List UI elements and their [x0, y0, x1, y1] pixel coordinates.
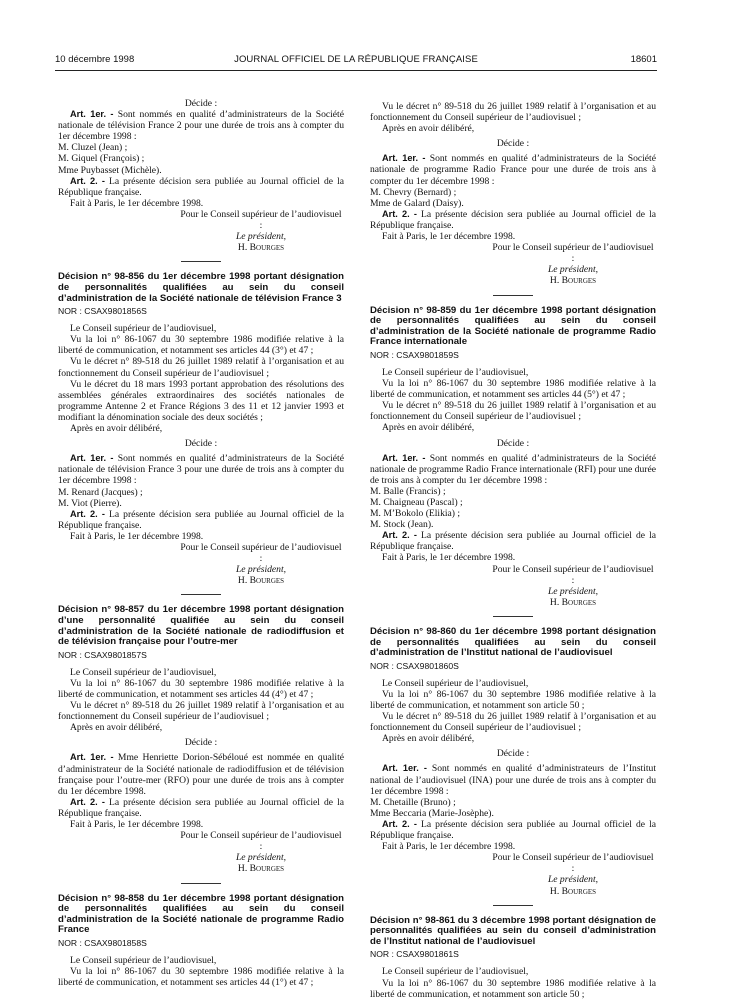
nor-reference: NOR : CSAX9801860S [370, 660, 459, 671]
decision-title: Décision n° 98-859 du 1er décembre 1998 portant désignation de personnalités qualifiées au sein du conseil d’administration de la Société nationale de programme Radio France internationale [370, 304, 656, 348]
section-separator [493, 295, 533, 297]
article-2: Art. 2. - La présente décision sera publiée au Journal officiel de la République française. [58, 175, 344, 198]
left-column [58, 98, 344, 988]
paragraph: Le Conseil supérieur de l’audiovisuel, [70, 954, 217, 966]
appointee: M. Renard (Jacques) ; [58, 486, 143, 498]
fait-a-paris: Fait à Paris, le 1er décembre 1998. [382, 231, 516, 243]
article-2: Art. 2. - La présente décision sera publiée au Journal officiel de la République française. [58, 508, 344, 531]
decision-title: Décision n° 98-856 du 1er décembre 1998 portant désignation de personnalités qualifiées au sein du conseil d’administration de la Société nationale de télévision France 3 [58, 271, 344, 304]
paragraph: Vu la loi n° 86-1067 du 30 septembre 1986 modifiée relative à la liberté de communication, et notamment ses articles 44 (1°) et 47 ; [58, 966, 344, 989]
signature-name: H. Bourges [549, 885, 597, 897]
appointee: M. Giquel (François) ; [58, 153, 145, 165]
appointee: Mme de Galard (Daisy). [370, 197, 464, 209]
paragraph: Après en avoir délibéré, [382, 733, 475, 745]
section-separator [181, 594, 221, 596]
signature-line: Pour le Conseil supérieur de l’audiovisuel : [180, 541, 342, 565]
signature-name: H. Bourges [237, 242, 285, 254]
decision-title: Décision n° 98-858 du 1er décembre 1998 portant désignation de personnalités qualifiées au sein du conseil d’administration de la Société nationale de programme Radio France [58, 892, 344, 936]
decision-title: Décision n° 98-860 du 1er décembre 1998 portant désignation de personnalités qualifiées au sein du conseil d’administration de l’Institut national de l’audiovisuel [370, 625, 656, 659]
nor-reference: NOR : CSAX9801859S [370, 349, 459, 360]
signature-line: Pour le Conseil supérieur de l’audiovisuel : [492, 563, 654, 586]
article-2: Art. 2. - La présente décision sera publiée au Journal officiel de la République française. [370, 818, 656, 842]
appointee: M. Cluzel (Jean) ; [58, 142, 128, 154]
paragraph: Vu le décret n° 89-518 du 26 juillet 1989 relatif à l’organisation et au fonctionnement du Conseil supérieur de l’audiovisuel ; [370, 400, 656, 423]
fait-a-paris: Fait à Paris, le 1er décembre 1998. [70, 197, 204, 209]
paragraph: Le Conseil supérieur de l’audiovisuel, [382, 966, 529, 978]
paragraph: Après en avoir délibéré, [70, 423, 163, 435]
header-date: 10 décembre 1998 [55, 54, 135, 65]
article-2: Art. 2. - La présente décision sera publiée au Journal officiel de la République française. [370, 208, 656, 231]
header-rule [55, 70, 657, 71]
paragraph: Le Conseil supérieur de l’audiovisuel, [382, 677, 529, 689]
decision-title: Décision n° 98-861 du 3 décembre 1998 portant désignation de personnalités qualifiées au sein du conseil d’administration de l’Institut national de l’audiovisuel [370, 914, 656, 947]
article-1: Art. 1er. - Sont nommés en qualité d’administrateurs de la Société nationale de programme Radio France pour une durée de trois ans à compter du 1er décembre 1998 : [370, 153, 656, 187]
decide-heading: Décide : [184, 737, 218, 749]
article-2: Art. 2. - La présente décision sera publiée au Journal officiel de la République française. [370, 530, 656, 553]
appointee: Mme Puybasset (Michèle). [58, 164, 162, 176]
signature-title: Le président, [547, 585, 599, 597]
article-2: Art. 2. - La présente décision sera publiée au Journal officiel de la République française. [58, 796, 344, 819]
signature-title: Le président, [235, 852, 287, 864]
appointee: M. Stock (Jean). [370, 519, 434, 531]
appointee: M. Chetaille (Bruno) ; [370, 796, 456, 808]
paragraph: Vu la loi n° 86-1067 du 30 septembre 1986 modifiée relative à la liberté de communication, et notamment ses articles 44 (3°) et 47 ; [58, 334, 344, 357]
signature-name: H. Bourges [549, 596, 597, 608]
paragraph: Vu la loi n° 86-1067 du 30 septembre 1986 modifiée relative à la liberté de communication, et notamment ses articles 44 (5°) et 47 ; [370, 378, 656, 401]
paragraph: Vu le décret n° 89-518 du 26 juillet 1989 relatif à l’organisation et au fonctionnement du Conseil supérieur de l’audiovisuel ; [58, 700, 344, 723]
signature-title: Le président, [235, 231, 287, 243]
signature-title: Le président, [547, 264, 599, 276]
appointee: M. Chaigneau (Pascal) ; [370, 497, 463, 508]
article-1: Art. 1er. - Mme Henriette Dorion-Sébéloué est nommée en qualité d’administrateur de la Société nationale de radiodiffusion et de télévision française pour l’outre-mer (RFO) pour une durée de trois ans à compter du 1er décembre 1998. [58, 752, 345, 797]
paragraph: Vu la loi n° 86-1067 du 30 septembre 1986 modifiée relative à la liberté de communication, et notamment son article 50 ; [370, 688, 656, 711]
fait-a-paris: Fait à Paris, le 1er décembre 1998. [382, 552, 516, 564]
nor-reference: NOR : CSAX9801856S [58, 306, 147, 317]
decide-heading: Décide : [496, 748, 530, 760]
signature-line: Pour le Conseil supérieur de l’audiovisuel : [492, 242, 654, 265]
signature-line: Pour le Conseil supérieur de l’audiovisuel : [492, 852, 654, 875]
signature-name: H. Bourges [237, 863, 285, 875]
decide-heading: Décide : [496, 138, 530, 150]
fait-a-paris: Fait à Paris, le 1er décembre 1998. [70, 819, 204, 831]
signature-line: Pour le Conseil supérieur de l’audiovisuel : [180, 208, 342, 232]
signature-title: Le président, [547, 874, 599, 886]
nor-reference: NOR : CSAX9801861S [370, 949, 459, 960]
appointee: M. Balle (Francis) ; [370, 485, 446, 497]
decide-heading: Décide : [184, 98, 218, 109]
signature-title: Le président, [235, 564, 287, 576]
decide-heading: Décide : [496, 437, 530, 449]
article-1: Art. 1er. - Sont nommés en qualité d’administrateurs de la Société nationale de programme Radio France internationale (RFI) pour une durée de trois ans à compter du 1er décembre 1998 : [370, 452, 656, 486]
signature-line: Pour le Conseil supérieur de l’audiovisuel : [180, 830, 342, 853]
paragraph: Le Conseil supérieur de l’audiovisuel, [70, 666, 217, 678]
paragraph: Après en avoir délibéré, [382, 422, 475, 434]
paragraph: Vu le décret n° 89-518 du 26 juillet 1989 relatif à l’organisation et au fonctionnement du Conseil supérieur de l’audiovisuel ; [370, 101, 656, 124]
article-1: Art. 1er. - Sont nommés en qualité d’administrateurs de la Société nationale de télévision France 2 pour une durée de trois ans à compter du 1er décembre 1998 : [58, 109, 344, 143]
decision-title: Décision n° 98-857 du 1er décembre 1998 portant désignation d’une personnalité qualifiée au sein du conseil d’administration de la Société nationale de radiodiffusion et de télévision française pour l’outre-mer [58, 604, 344, 648]
paragraph: Vu le décret du 18 mars 1993 portant approbation des résolutions des assemblées générales extraordinaires des sociétés nationales de programme Antenne 2 et France Régions 3 des 11 et 12 janvier 1993 et modifiant la dénomination sociale des deux sociétés ; [58, 378, 344, 423]
paragraph: Après en avoir délibéré, [70, 722, 163, 734]
paragraph: Vu la loi n° 86-1067 du 30 septembre 1986 modifiée relative à la liberté de communication, et notamment ses articles 44 (4°) et 47 ; [58, 677, 344, 700]
right-column [370, 101, 656, 1000]
article-1: Art. 1er. - Sont nommés en qualité d’administrateurs de la Société nationale de télévision France 3 pour une durée de trois ans à compter du 1er décembre 1998 : [58, 453, 344, 487]
fait-a-paris: Fait à Paris, le 1er décembre 1998. [382, 841, 516, 853]
paragraph: Vu la loi n° 86-1067 du 30 septembre 1986 modifiée relative à la liberté de communication, et notamment son article 50 ; [370, 977, 656, 1000]
appointee: M. M’Bokolo (Elikia) ; [370, 508, 461, 520]
nor-reference: NOR : CSAX9801858S [58, 937, 147, 948]
paragraph: Vu le décret n° 89-518 du 26 juillet 1989 relatif à l’organisation et au fonctionnement du Conseil supérieur de l’audiovisuel ; [370, 711, 656, 734]
signature-name: H. Bourges [237, 575, 285, 587]
fait-a-paris: Fait à Paris, le 1er décembre 1998. [70, 530, 204, 542]
paragraph: Le Conseil supérieur de l’audiovisuel, [70, 323, 217, 335]
header-journal-title: JOURNAL OFFICIEL DE LA RÉPUBLIQUE FRANÇAISE [234, 54, 478, 65]
section-separator [493, 905, 533, 907]
paragraph: Le Conseil supérieur de l’audiovisuel, [382, 366, 529, 378]
decide-heading: Décide : [184, 438, 218, 450]
page-header [55, 54, 657, 70]
section-separator [181, 883, 221, 885]
paragraph: Après en avoir délibéré, [382, 123, 475, 135]
paragraph: Vu le décret n° 89-518 du 26 juillet 1989 relatif à l’organisation et au fonctionnement du Conseil supérieur de l’audiovisuel ; [58, 356, 344, 379]
signature-name: H. Bourges [549, 275, 597, 287]
article-1: Art. 1er. - Sont nommés en qualité d’administrateurs de l’Institut national de l’audiovisuel (INA) pour une durée de trois ans à compter du 1er décembre 1998 : [370, 763, 657, 797]
section-separator [493, 616, 533, 618]
appointee: M. Chevry (Bernard) ; [370, 186, 457, 198]
nor-reference: NOR : CSAX9801857S [58, 649, 147, 660]
appointee: M. Viot (Pierre). [58, 497, 122, 509]
header-page-number: 18601 [630, 54, 657, 65]
appointee: Mme Beccaria (Marie-Josèphe). [370, 807, 494, 819]
section-separator [181, 261, 221, 263]
